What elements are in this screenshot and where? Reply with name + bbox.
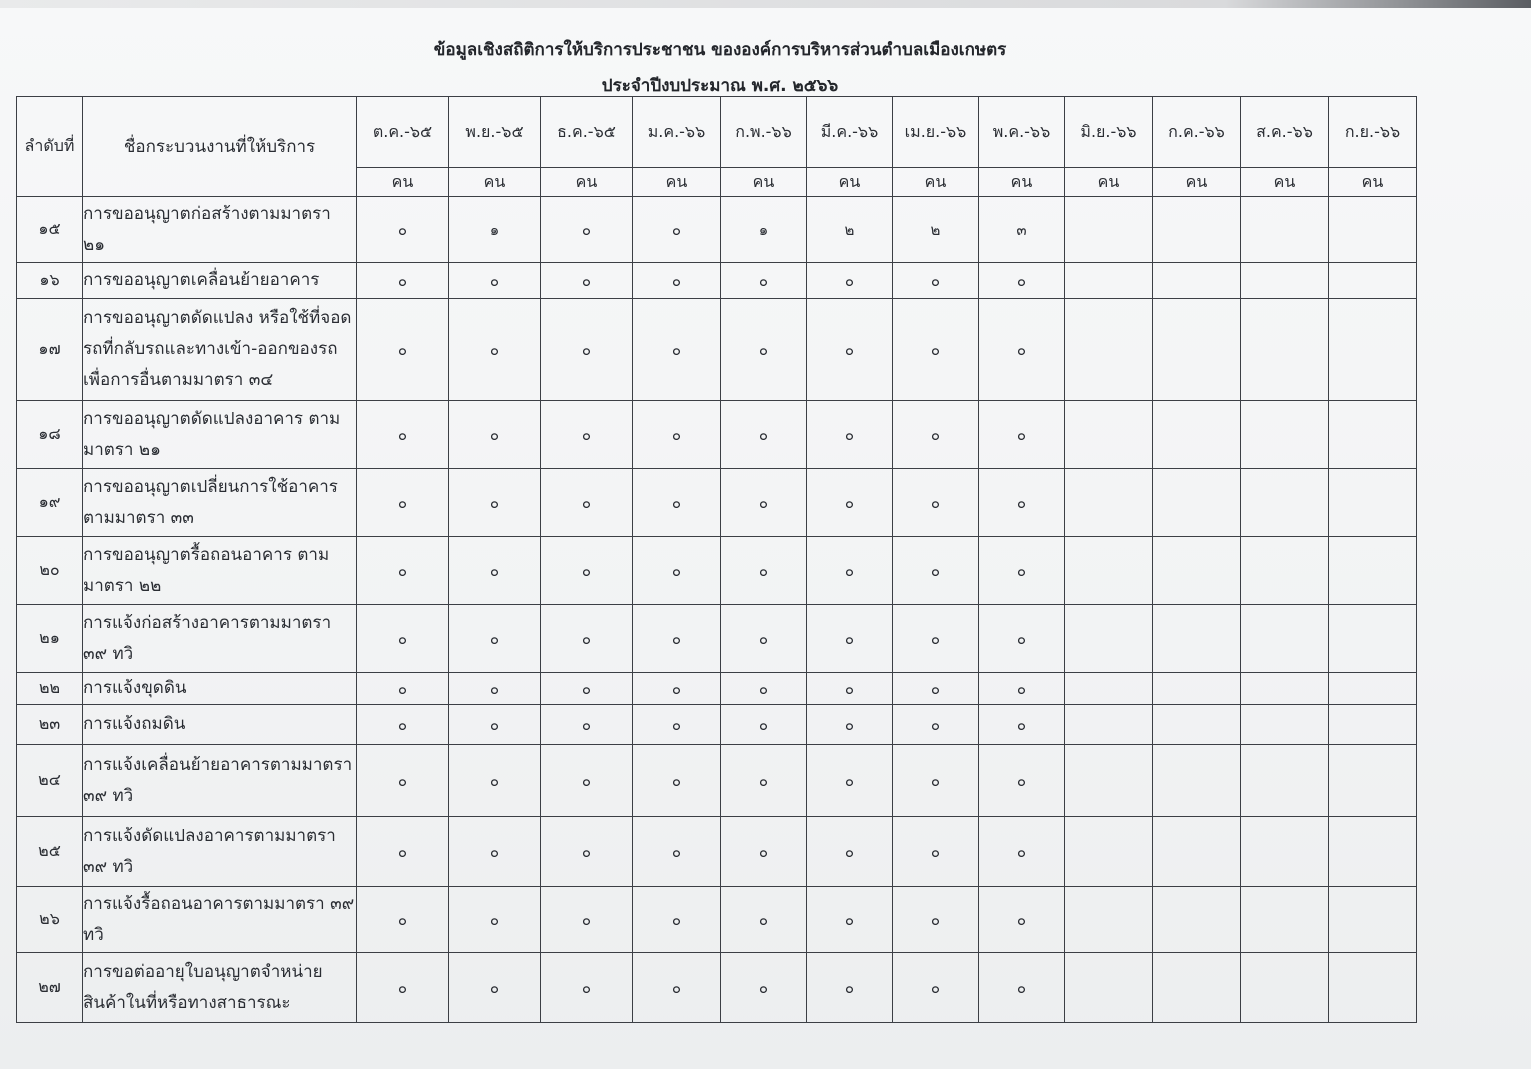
process-name: การแจ้งเคลื่อนย้ายอาคารตามมาตรา ๓๙ ทวิ bbox=[83, 745, 357, 817]
month-count-cell bbox=[1153, 745, 1241, 817]
month-count-cell: ๐ bbox=[893, 817, 979, 887]
month-count-cell: ๐ bbox=[633, 469, 721, 537]
month-count-cell: ๐ bbox=[979, 673, 1065, 705]
month-count-cell bbox=[1329, 705, 1417, 745]
month-count-cell bbox=[1065, 263, 1153, 299]
header-unit: คน bbox=[721, 168, 807, 197]
month-count-cell: ๐ bbox=[721, 953, 807, 1023]
header-unit: คน bbox=[633, 168, 721, 197]
month-count-cell bbox=[1241, 197, 1329, 263]
month-count-cell: ๐ bbox=[541, 887, 633, 953]
month-count-cell bbox=[1329, 469, 1417, 537]
row-number: ๒๐ bbox=[17, 537, 83, 605]
process-name: การแจ้งก่อสร้างอาคารตามมาตรา ๓๙ ทวิ bbox=[83, 605, 357, 673]
document-subtitle: ประจำปีงบประมาณ พ.ศ. ๒๕๖๖ bbox=[601, 76, 839, 96]
month-count-cell bbox=[1153, 605, 1241, 673]
header-month: ต.ค.-๖๕ bbox=[357, 97, 449, 168]
month-count-cell: ๐ bbox=[979, 953, 1065, 1023]
document-title: ข้อมูลเชิงสถิติการให้บริการประชาชน ขององค์การบริหารส่วนตำบลเมืองเกษตร bbox=[433, 40, 1007, 60]
header-unit: คน bbox=[807, 168, 893, 197]
row-number: ๑๗ bbox=[17, 299, 83, 401]
header-month: พ.ย.-๖๕ bbox=[449, 97, 541, 168]
month-count-cell: ๐ bbox=[979, 745, 1065, 817]
month-count-cell: ๐ bbox=[449, 605, 541, 673]
header-unit: คน bbox=[449, 168, 541, 197]
month-count-cell: ๐ bbox=[633, 705, 721, 745]
month-count-cell: ๐ bbox=[721, 817, 807, 887]
month-count-cell bbox=[1153, 705, 1241, 745]
month-count-cell bbox=[1065, 537, 1153, 605]
month-count-cell: ๐ bbox=[633, 673, 721, 705]
month-count-cell bbox=[1065, 745, 1153, 817]
month-count-cell: ๐ bbox=[893, 605, 979, 673]
month-count-cell: ๐ bbox=[541, 705, 633, 745]
header-month: ส.ค.-๖๖ bbox=[1241, 97, 1329, 168]
month-count-cell bbox=[1329, 745, 1417, 817]
month-count-cell: ๐ bbox=[807, 537, 893, 605]
table-row bbox=[17, 745, 1417, 817]
month-count-cell: ๐ bbox=[721, 745, 807, 817]
month-count-cell: ๐ bbox=[979, 605, 1065, 673]
month-count-cell bbox=[1329, 401, 1417, 469]
table-row bbox=[17, 401, 1417, 469]
table-body bbox=[17, 197, 1417, 1023]
month-count-cell: ๐ bbox=[893, 705, 979, 745]
month-count-cell bbox=[1153, 817, 1241, 887]
month-count-cell bbox=[1241, 605, 1329, 673]
month-count-cell: ๐ bbox=[449, 953, 541, 1023]
row-number: ๒๓ bbox=[17, 705, 83, 745]
month-count-cell: ๐ bbox=[357, 537, 449, 605]
month-count-cell bbox=[1065, 673, 1153, 705]
month-count-cell: ๐ bbox=[979, 537, 1065, 605]
month-count-cell: ๐ bbox=[541, 953, 633, 1023]
month-count-cell: ๐ bbox=[449, 705, 541, 745]
header-month: ม.ค.-๖๖ bbox=[633, 97, 721, 168]
month-count-cell: ๐ bbox=[541, 197, 633, 263]
header-month: ก.พ.-๖๖ bbox=[721, 97, 807, 168]
header-unit: คน bbox=[979, 168, 1065, 197]
row-number: ๒๕ bbox=[17, 817, 83, 887]
month-count-cell: ๐ bbox=[449, 263, 541, 299]
table-row bbox=[17, 673, 1417, 705]
month-count-cell bbox=[1065, 469, 1153, 537]
header-unit: คน bbox=[541, 168, 633, 197]
month-count-cell: ๐ bbox=[357, 299, 449, 401]
month-count-cell: ๐ bbox=[633, 745, 721, 817]
month-count-cell bbox=[1153, 197, 1241, 263]
table-header bbox=[17, 97, 1417, 197]
row-number: ๑๘ bbox=[17, 401, 83, 469]
month-count-cell: ๐ bbox=[541, 817, 633, 887]
month-count-cell bbox=[1065, 705, 1153, 745]
month-count-cell: ๐ bbox=[807, 953, 893, 1023]
month-count-cell: ๐ bbox=[721, 469, 807, 537]
month-count-cell: ๐ bbox=[357, 401, 449, 469]
month-count-cell bbox=[1329, 299, 1417, 401]
month-count-cell: ๐ bbox=[807, 705, 893, 745]
month-count-cell bbox=[1241, 299, 1329, 401]
month-count-cell: ๐ bbox=[541, 745, 633, 817]
month-count-cell: ๐ bbox=[541, 605, 633, 673]
month-count-cell: ๐ bbox=[541, 401, 633, 469]
header-month: ก.ค.-๖๖ bbox=[1153, 97, 1241, 168]
process-name: การขออนุญาตเปลี่ยนการใช้อาคารตามมาตรา ๓๓ bbox=[83, 469, 357, 537]
month-count-cell: ๐ bbox=[893, 745, 979, 817]
month-count-cell: ๐ bbox=[449, 401, 541, 469]
month-count-cell: ๐ bbox=[357, 887, 449, 953]
month-count-cell: ๐ bbox=[541, 673, 633, 705]
row-number: ๑๙ bbox=[17, 469, 83, 537]
month-count-cell: ๑ bbox=[449, 197, 541, 263]
month-count-cell bbox=[1329, 605, 1417, 673]
month-count-cell bbox=[1329, 537, 1417, 605]
statistics-table bbox=[16, 96, 1417, 1023]
month-count-cell: ๐ bbox=[979, 299, 1065, 401]
table-row bbox=[17, 705, 1417, 745]
table-row bbox=[17, 197, 1417, 263]
month-count-cell: ๐ bbox=[449, 673, 541, 705]
month-count-cell: ๐ bbox=[449, 745, 541, 817]
row-number: ๑๕ bbox=[17, 197, 83, 263]
month-count-cell: ๐ bbox=[721, 401, 807, 469]
table-row bbox=[17, 469, 1417, 537]
month-count-cell: ๐ bbox=[979, 263, 1065, 299]
table-row bbox=[17, 263, 1417, 299]
month-count-cell: ๐ bbox=[541, 299, 633, 401]
month-count-cell: ๐ bbox=[541, 263, 633, 299]
month-count-cell bbox=[1065, 887, 1153, 953]
process-name: การขอต่ออายุใบอนุญาตจำหน่ายสินค้าในที่หรือทางสาธารณะ bbox=[83, 953, 357, 1023]
month-count-cell: ๐ bbox=[449, 537, 541, 605]
month-count-cell: ๐ bbox=[357, 605, 449, 673]
month-count-cell bbox=[1065, 605, 1153, 673]
month-count-cell: ๐ bbox=[357, 263, 449, 299]
process-name: การแจ้งดัดแปลงอาคารตามมาตรา ๓๙ ทวิ bbox=[83, 817, 357, 887]
month-count-cell: ๐ bbox=[893, 299, 979, 401]
header-sequence-number: ลำดับที่ bbox=[17, 97, 83, 197]
month-count-cell: ๐ bbox=[357, 705, 449, 745]
month-count-cell: ๐ bbox=[449, 817, 541, 887]
month-count-cell bbox=[1329, 263, 1417, 299]
month-count-cell: ๐ bbox=[893, 469, 979, 537]
month-count-cell: ๒ bbox=[807, 197, 893, 263]
row-number: ๒๒ bbox=[17, 673, 83, 705]
month-count-cell: ๐ bbox=[807, 673, 893, 705]
month-count-cell: ๐ bbox=[633, 817, 721, 887]
table-row bbox=[17, 953, 1417, 1023]
month-count-cell: ๐ bbox=[721, 537, 807, 605]
month-count-cell: ๐ bbox=[721, 705, 807, 745]
month-count-cell: ๐ bbox=[633, 401, 721, 469]
month-count-cell bbox=[1329, 887, 1417, 953]
month-count-cell: ๐ bbox=[721, 673, 807, 705]
header-unit: คน bbox=[1241, 168, 1329, 197]
month-count-cell bbox=[1065, 953, 1153, 1023]
month-count-cell bbox=[1329, 817, 1417, 887]
header-month: พ.ค.-๖๖ bbox=[979, 97, 1065, 168]
month-count-cell: ๐ bbox=[893, 401, 979, 469]
month-count-cell: ๐ bbox=[357, 469, 449, 537]
month-count-cell: ๐ bbox=[893, 673, 979, 705]
month-count-cell bbox=[1329, 953, 1417, 1023]
month-count-cell: ๐ bbox=[807, 745, 893, 817]
month-count-cell: ๐ bbox=[979, 887, 1065, 953]
month-count-cell: ๓ bbox=[979, 197, 1065, 263]
month-count-cell bbox=[1241, 887, 1329, 953]
month-count-cell: ๐ bbox=[721, 299, 807, 401]
month-count-cell: ๐ bbox=[721, 887, 807, 953]
process-name: การขออนุญาตดัดแปลงอาคาร ตามมาตรา ๒๑ bbox=[83, 401, 357, 469]
month-count-cell: ๐ bbox=[357, 673, 449, 705]
header-month: ธ.ค.-๖๕ bbox=[541, 97, 633, 168]
row-number: ๒๔ bbox=[17, 745, 83, 817]
month-count-cell: ๐ bbox=[807, 263, 893, 299]
month-count-cell: ๐ bbox=[633, 299, 721, 401]
month-count-cell: ๐ bbox=[893, 953, 979, 1023]
month-count-cell bbox=[1241, 401, 1329, 469]
month-count-cell: ๐ bbox=[807, 299, 893, 401]
process-name: การแจ้งรื้อถอนอาคารตามมาตรา ๓๙ ทวิ bbox=[83, 887, 357, 953]
row-number: ๒๑ bbox=[17, 605, 83, 673]
month-count-cell bbox=[1153, 537, 1241, 605]
month-count-cell: ๐ bbox=[979, 705, 1065, 745]
month-count-cell: ๐ bbox=[979, 469, 1065, 537]
month-count-cell bbox=[1153, 953, 1241, 1023]
month-count-cell: ๐ bbox=[357, 745, 449, 817]
month-count-cell: ๐ bbox=[633, 953, 721, 1023]
row-number: ๑๖ bbox=[17, 263, 83, 299]
month-count-cell: ๐ bbox=[633, 263, 721, 299]
month-count-cell bbox=[1065, 817, 1153, 887]
month-count-cell bbox=[1065, 197, 1153, 263]
month-count-cell: ๐ bbox=[633, 887, 721, 953]
month-count-cell bbox=[1153, 673, 1241, 705]
month-count-cell: ๑ bbox=[721, 197, 807, 263]
month-count-cell bbox=[1329, 673, 1417, 705]
month-count-cell: ๐ bbox=[807, 401, 893, 469]
row-number: ๒๖ bbox=[17, 887, 83, 953]
month-count-cell bbox=[1241, 745, 1329, 817]
header-unit: คน bbox=[1329, 168, 1417, 197]
month-count-cell bbox=[1153, 401, 1241, 469]
table-row bbox=[17, 605, 1417, 673]
month-count-cell: ๐ bbox=[807, 817, 893, 887]
month-count-cell: ๐ bbox=[449, 887, 541, 953]
month-count-cell bbox=[1241, 705, 1329, 745]
month-count-cell: ๐ bbox=[979, 817, 1065, 887]
process-name: การแจ้งขุดดิน bbox=[83, 673, 357, 705]
header-month: เม.ย.-๖๖ bbox=[893, 97, 979, 168]
month-count-cell bbox=[1065, 401, 1153, 469]
header-unit: คน bbox=[1065, 168, 1153, 197]
header-month: มิ.ย.-๖๖ bbox=[1065, 97, 1153, 168]
header-process-name: ชื่อกระบวนงานที่ให้บริการ bbox=[83, 97, 357, 197]
month-count-cell bbox=[1241, 817, 1329, 887]
month-count-cell: ๐ bbox=[807, 887, 893, 953]
month-count-cell: ๐ bbox=[357, 817, 449, 887]
table-row bbox=[17, 537, 1417, 605]
header-unit: คน bbox=[893, 168, 979, 197]
month-count-cell: ๐ bbox=[449, 299, 541, 401]
month-count-cell: ๐ bbox=[449, 469, 541, 537]
month-count-cell bbox=[1241, 469, 1329, 537]
table-row bbox=[17, 817, 1417, 887]
month-count-cell: ๐ bbox=[357, 953, 449, 1023]
month-count-cell bbox=[1153, 887, 1241, 953]
month-count-cell: ๐ bbox=[893, 537, 979, 605]
row-number: ๒๗ bbox=[17, 953, 83, 1023]
month-count-cell bbox=[1065, 299, 1153, 401]
process-name: การแจ้งถมดิน bbox=[83, 705, 357, 745]
month-count-cell: ๐ bbox=[541, 469, 633, 537]
month-count-cell: ๐ bbox=[893, 887, 979, 953]
table-row bbox=[17, 299, 1417, 401]
month-count-cell: ๐ bbox=[807, 469, 893, 537]
month-count-cell: ๐ bbox=[633, 537, 721, 605]
header-unit: คน bbox=[357, 168, 449, 197]
table-row bbox=[17, 887, 1417, 953]
month-count-cell bbox=[1153, 469, 1241, 537]
month-count-cell: ๐ bbox=[633, 197, 721, 263]
month-count-cell: ๒ bbox=[893, 197, 979, 263]
month-count-cell: ๐ bbox=[721, 263, 807, 299]
month-count-cell bbox=[1153, 263, 1241, 299]
process-name: การขออนุญาตรื้อถอนอาคาร ตามมาตรา ๒๒ bbox=[83, 537, 357, 605]
header-month: มี.ค.-๖๖ bbox=[807, 97, 893, 168]
month-count-cell: ๐ bbox=[541, 537, 633, 605]
process-name: การขออนุญาตก่อสร้างตามมาตรา ๒๑ bbox=[83, 197, 357, 263]
page-edge bbox=[0, 0, 1531, 8]
month-count-cell bbox=[1241, 263, 1329, 299]
month-count-cell bbox=[1153, 299, 1241, 401]
month-count-cell bbox=[1241, 537, 1329, 605]
month-count-cell: ๐ bbox=[807, 605, 893, 673]
process-name: การขออนุญาตดัดแปลง หรือใช้ที่จอดรถที่กลับรถและทางเข้า-ออกของรถ เพื่อการอื่นตามมาตรา ๓๔ bbox=[83, 299, 357, 401]
header-month: ก.ย.-๖๖ bbox=[1329, 97, 1417, 168]
month-count-cell bbox=[1329, 197, 1417, 263]
month-count-cell: ๐ bbox=[357, 197, 449, 263]
month-count-cell: ๐ bbox=[979, 401, 1065, 469]
header-unit: คน bbox=[1153, 168, 1241, 197]
month-count-cell: ๐ bbox=[633, 605, 721, 673]
month-count-cell: ๐ bbox=[893, 263, 979, 299]
month-count-cell bbox=[1241, 953, 1329, 1023]
month-count-cell: ๐ bbox=[721, 605, 807, 673]
month-count-cell bbox=[1241, 673, 1329, 705]
process-name: การขออนุญาตเคลื่อนย้ายอาคาร bbox=[83, 263, 357, 299]
